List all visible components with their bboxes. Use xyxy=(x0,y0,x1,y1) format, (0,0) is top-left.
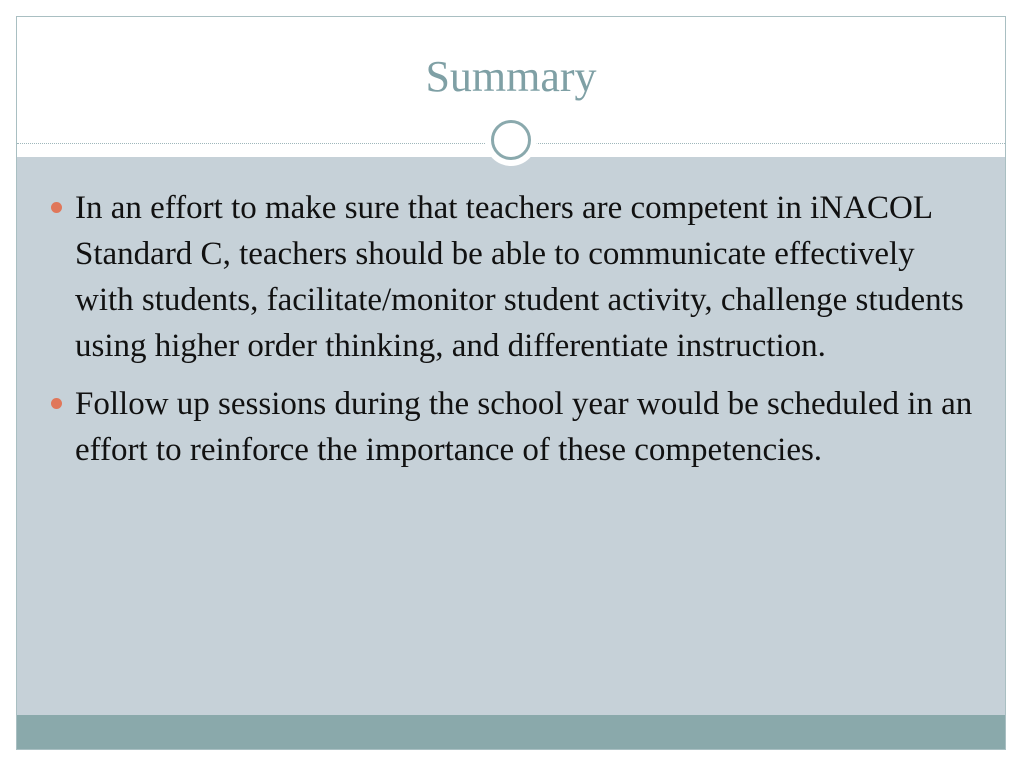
slide-title: Summary xyxy=(425,52,597,101)
ornament-ring xyxy=(491,120,531,160)
bullet-item xyxy=(49,185,979,369)
bullet-dot-icon xyxy=(51,398,62,409)
bullet-dot-icon xyxy=(51,202,62,213)
slide xyxy=(16,16,1006,750)
bullet-list xyxy=(49,185,979,485)
footer-bar xyxy=(17,715,1005,749)
circle-ring-icon xyxy=(485,114,537,166)
bullet-text: In an effort to make sure that teachers are competent in iNACOL Standard C, teachers should be able to communicate effectively with students, facilitate/monitor student activity, challenge students using higher order thinking, and differentiate instruction. xyxy=(75,190,964,364)
bullet-item xyxy=(49,381,979,473)
bullet-text: Follow up sessions during the school year would be scheduled in an effort to reinforce the importance of these competencies. xyxy=(75,386,973,468)
